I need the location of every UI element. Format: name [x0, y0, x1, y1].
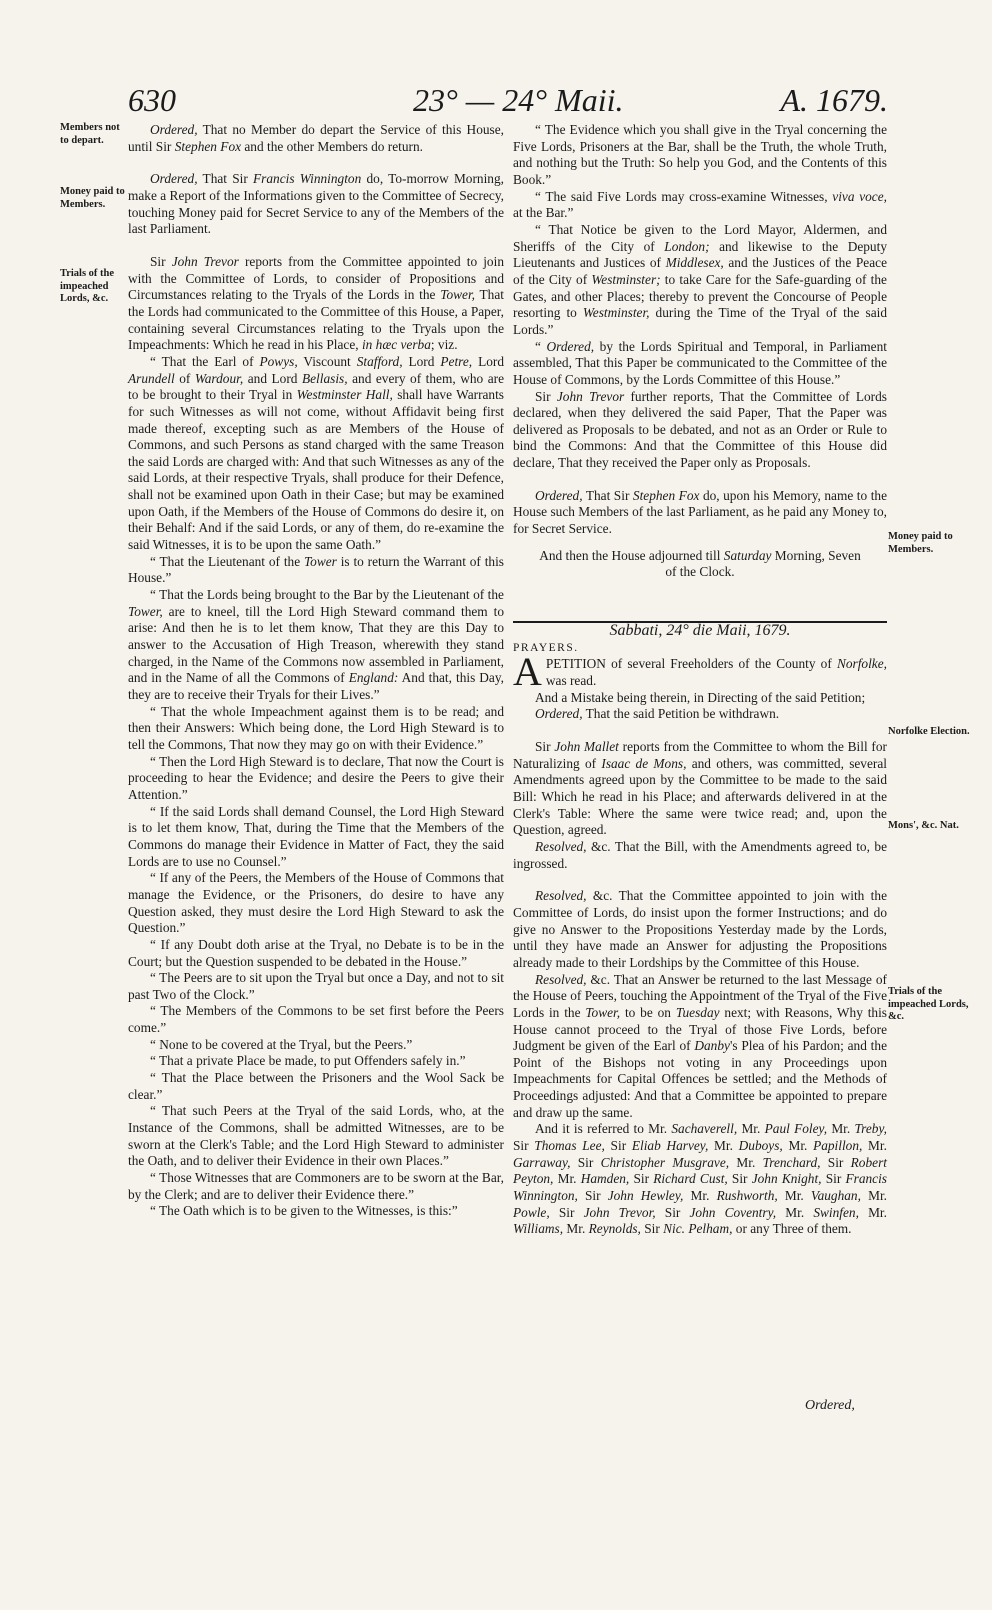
left-paragraph-0: Ordered, That no Member do depart the Service of this House, until Sir Stephen Fox and the other Members do return.: [128, 122, 504, 154]
right-lower-paragraph-6: And it is referred to Mr. Sachaverell, Mr. Paul Foley, Mr. Treby, Sir Thomas Lee, Sir Eliab Harvey, Mr. Duboys, Mr. Papillon, Mr. Garraway, Sir Christopher Musgrave, Mr. Trenchard, Sir Robert Peyton, Mr. Hamden, Sir Richard Cust, Sir John Knight, Sir Francis Winnington, Sir John Hewley, Mr. Rushworth, Mr. Vaughan, Mr. Powle, Sir John Trevor, Sir John Coventry, Mr. Swinfen, Mr. Williams, Mr. Reynolds, Sir Nic. Pelham, or any Three of them.: [513, 1121, 887, 1237]
left-paragraph-11: “ The Peers are to sit upon the Tryal but once a Day, and not to sit past Two of the Clock.”: [128, 970, 504, 1002]
margin-note-right-1: Norfolke Election.: [888, 726, 970, 737]
sub-heading: Sabbati, 24° die Maii, 1679.: [609, 622, 791, 640]
left-paragraph-15: “ That the Place between the Prisoners and the Wool Sack be clear.”: [128, 1070, 504, 1102]
margin-note-right-2: Mons', &c. Nat.: [888, 820, 959, 831]
left-paragraph-2: Sir John Trevor reports from the Committee appointed to join with the Committee of Lords, to consider of Propositions and Circumstances relating to the Tryals of the Lords in the Tower, That the Lords had communicated to the Committee of this House, a Paper, containing several Circumstances relating to the Tryals upon the Impeachments: Which he read in his Place, in hæc verba; viz.: [128, 253, 504, 353]
right-paragraph-5: Ordered, That Sir Stephen Fox do, upon his Memory, name to the House such Members of the last Parliament, as he paid any Money to, for Secret Service.: [513, 487, 887, 537]
adjournment-note: And then the House adjourned till Saturday Morning, Seven of the Clock.: [539, 547, 861, 580]
left-paragraph-9: “ If any of the Peers, the Members of the House of Commons that manage the Evidence, or the Prisoners, do desire to have any Question asked, they must desire the Lord High Steward to ask the Question.”: [128, 870, 504, 936]
right-lower-paragraph-4: Resolved, &c. That the Committee appointed to join with the Committee of Lords, do insist upon the former Instructions; and do give no Answer to the Propositions Yesterday made by the Lords, until they have made an Answer for adjusting the Propositions already made to their Lordships by the Committee of this House.: [513, 888, 887, 970]
left-paragraph-4: “ That the Lieutenant of the Tower is to return the Warrant of this House.”: [128, 553, 504, 586]
drop-cap: A: [513, 649, 542, 695]
page-number: 630: [128, 82, 176, 118]
margin-note-left-2: Trials of the impeached Lords, &c.: [60, 268, 115, 304]
page-header: [128, 82, 888, 126]
petition-paragraph: APETITION of several Freeholders of the County of Norfolke, was read.: [513, 649, 887, 695]
left-paragraph-10: “ If any Doubt doth arise at the Tryal, no Debate is to be in the Court; but the Question suspended to be debated in the House.”: [128, 936, 504, 969]
right-lower-paragraph-2: Sir John Mallet reports from the Committee to whom the Bill for Naturalizing of Isaac de Mons, and others, was committed, several Amendments agreed upon by the Committee to be made to the said Bill: Which he read in his Place; and afterwards delivered in at the Clerk's Table: Where the same were twice read; and, upon the Question, agreed.: [513, 739, 887, 838]
right-column-top: [513, 122, 887, 538]
page-date: 23° — 24° Maii.: [413, 82, 624, 118]
left-paragraph-12: “ The Members of the Commons to be set first before the Peers come.”: [128, 1003, 504, 1036]
margin-note-right-3: Trials of the impeached Lords, &c.: [888, 986, 969, 1022]
margin-note-left-0: Members not to depart.: [60, 122, 120, 146]
right-lower-paragraph-1: Ordered, That the said Petition be withdrawn.: [535, 706, 780, 722]
right-column-bottom: [513, 690, 887, 1238]
left-paragraph-5: “ That the Lords being brought to the Bar by the Lieutenant of the Tower, are to kneel, till the Lord High Steward command them to arise: And then he is to let them know, That they are this Day to answer to the Accusation of High Treason, wherewith they stand charged, in the Name of the Commons now assembled in Parliament, and in the Name of all the Commons of England: And that, this Day, they are to receive their Tryals for their Lives.”: [128, 587, 504, 702]
left-paragraph-3: “ That the Earl of Powys, Viscount Stafford, Lord Petre, Lord Arundell of Wardour, and Lord Bellasis, and every of them, who are to be brought to their Tryal in Westminster Hall, shall have Warrants for such Witnesses as will not come, without Affidavit being first made thereof, excepting such as are Members of the House of Commons, and such Persons as stand charged with the same Treason the said Lords are charged with: And that such Witnesses as any of the said Lords, at their respective Tryals, shall produce for their Defence, shall not be examined upon Oath in their Case; but may be examined upon Oath, if the Members of the House of Commons do desire it, on their Behalf: And if the said Lords, or any of them, do re-examine the said Witnesses, it is to be upon the same Oath.”: [128, 353, 505, 553]
left-paragraph-8: “ If the said Lords shall demand Counsel, the Lord High Steward is to let them know, That, during the Time that the Members of the Commons do manage their Evidence in Matter of Fact, they the said Lords are to use no Counsel.”: [128, 803, 504, 869]
left-paragraph-14: “ That a private Place be made, to put Offenders safely in.”: [150, 1053, 466, 1069]
left-paragraph-7: “ Then the Lord High Steward is to declare, That now the Court is proceeding to hear the Evidence; and desire the Peers to give their Attention.”: [128, 753, 504, 802]
margin-note-right-0: Money paid to Members.: [888, 531, 953, 555]
left-paragraph-18: “ The Oath which is to be given to the Witnesses, is this:”: [150, 1203, 458, 1219]
right-lower-paragraph-0: And a Mistake being therein, in Directing of the said Petition;: [535, 689, 866, 705]
right-paragraph-3: “ Ordered, by the Lords Spiritual and Temporal, in Parliament assembled, That this Paper be communicated to the Committee of the House of Commons, by the Lords Committee of this House.”: [513, 338, 887, 387]
left-paragraph-6: “ That the whole Impeachment against them is to be read; and then their Answers: Which being done, the Lord High Steward is to tell the Commons, That now they may go on with their Evidence.”: [128, 703, 504, 752]
prayers-heading: PRAYERS.: [513, 641, 579, 654]
page-year: A. 1679.: [780, 82, 888, 118]
left-column: [128, 122, 504, 1220]
catchword: Ordered,: [805, 1398, 855, 1413]
right-lower-paragraph-5: Resolved, &c. That an Answer be returned to the last Message of the House of Peers, touching the Appointment of the Tryal of the Five Lords in the Tower, to be on Tuesday next; with Reasons, Why this House cannot proceed to the Tryal of those Five Lords, before Judgment be given of the Earl of Danby's Plea of his Pardon; and the Point of the Bishops not voting in any Proceedings upon Impeachments for Capital Offences be settled; and the Methods of Proceedings adjusted: And that a Committee be appointed to prepare and draw up the same.: [513, 971, 887, 1120]
left-paragraph-17: “ Those Witnesses that are Commoners are to be sworn at the Bar, by the Clerk; and are to deliver their Evidence there.”: [128, 1170, 504, 1202]
left-paragraph-1: Ordered, That Sir Francis Winnington do, To-morrow Morning, make a Report of the Informations given to the Committee of Secrecy, touching Money paid for Secret Service to any of the Members of the last Parliament.: [128, 171, 504, 237]
right-column: [513, 122, 887, 1238]
right-paragraph-0: “ The Evidence which you shall give in the Tryal concerning the Five Lords, Prisoners at the Bar, shall be the Truth, the whole Truth, and nothing but the Truth: So help you God, and the Contents of this Book.”: [513, 122, 887, 187]
margin-note-left-1: Money paid to Members.: [60, 186, 125, 210]
right-lower-paragraph-3: Resolved, &c. That the Bill, with the Amendments agreed to, be ingrossed.: [513, 838, 887, 871]
left-paragraph-16: “ That such Peers at the Tryal of the said Lords, who, at the Instance of the Commons, shall be admitted Witnesses, are to be sworn at the Clerk's Table; and the Lord High Steward to administer the Oath, and to deliver their Evidence in their own Places.”: [128, 1103, 504, 1169]
right-paragraph-1: “ The said Five Lords may cross-examine Witnesses, viva voce, at the Bar.”: [513, 188, 887, 221]
right-paragraph-4: Sir John Trevor further reports, That the Committee of Lords declared, when they delivered the said Paper, That the Paper was delivered as Proposals to be debated, and not as an Order or Rule to bind the Commons: And that the Committee of this House did declare, That they received the Paper only as Proposals.: [513, 388, 887, 471]
left-paragraph-13: “ None to be covered at the Tryal, but the Peers.”: [150, 1036, 413, 1052]
right-paragraph-2: “ That Notice be given to the Lord Mayor, Aldermen, and Sheriffs of the City of London; and likewise to the Deputy Lieutenants and Justices of Middlesex, and the Justices of the Peace of the City of Westminster; to take Care for the Safe-guarding of the Gates, and other Places; thereby to prevent the Concourse of People resorting to Westminster, during the Time of the Tryal of the said Lords.”: [513, 221, 887, 337]
